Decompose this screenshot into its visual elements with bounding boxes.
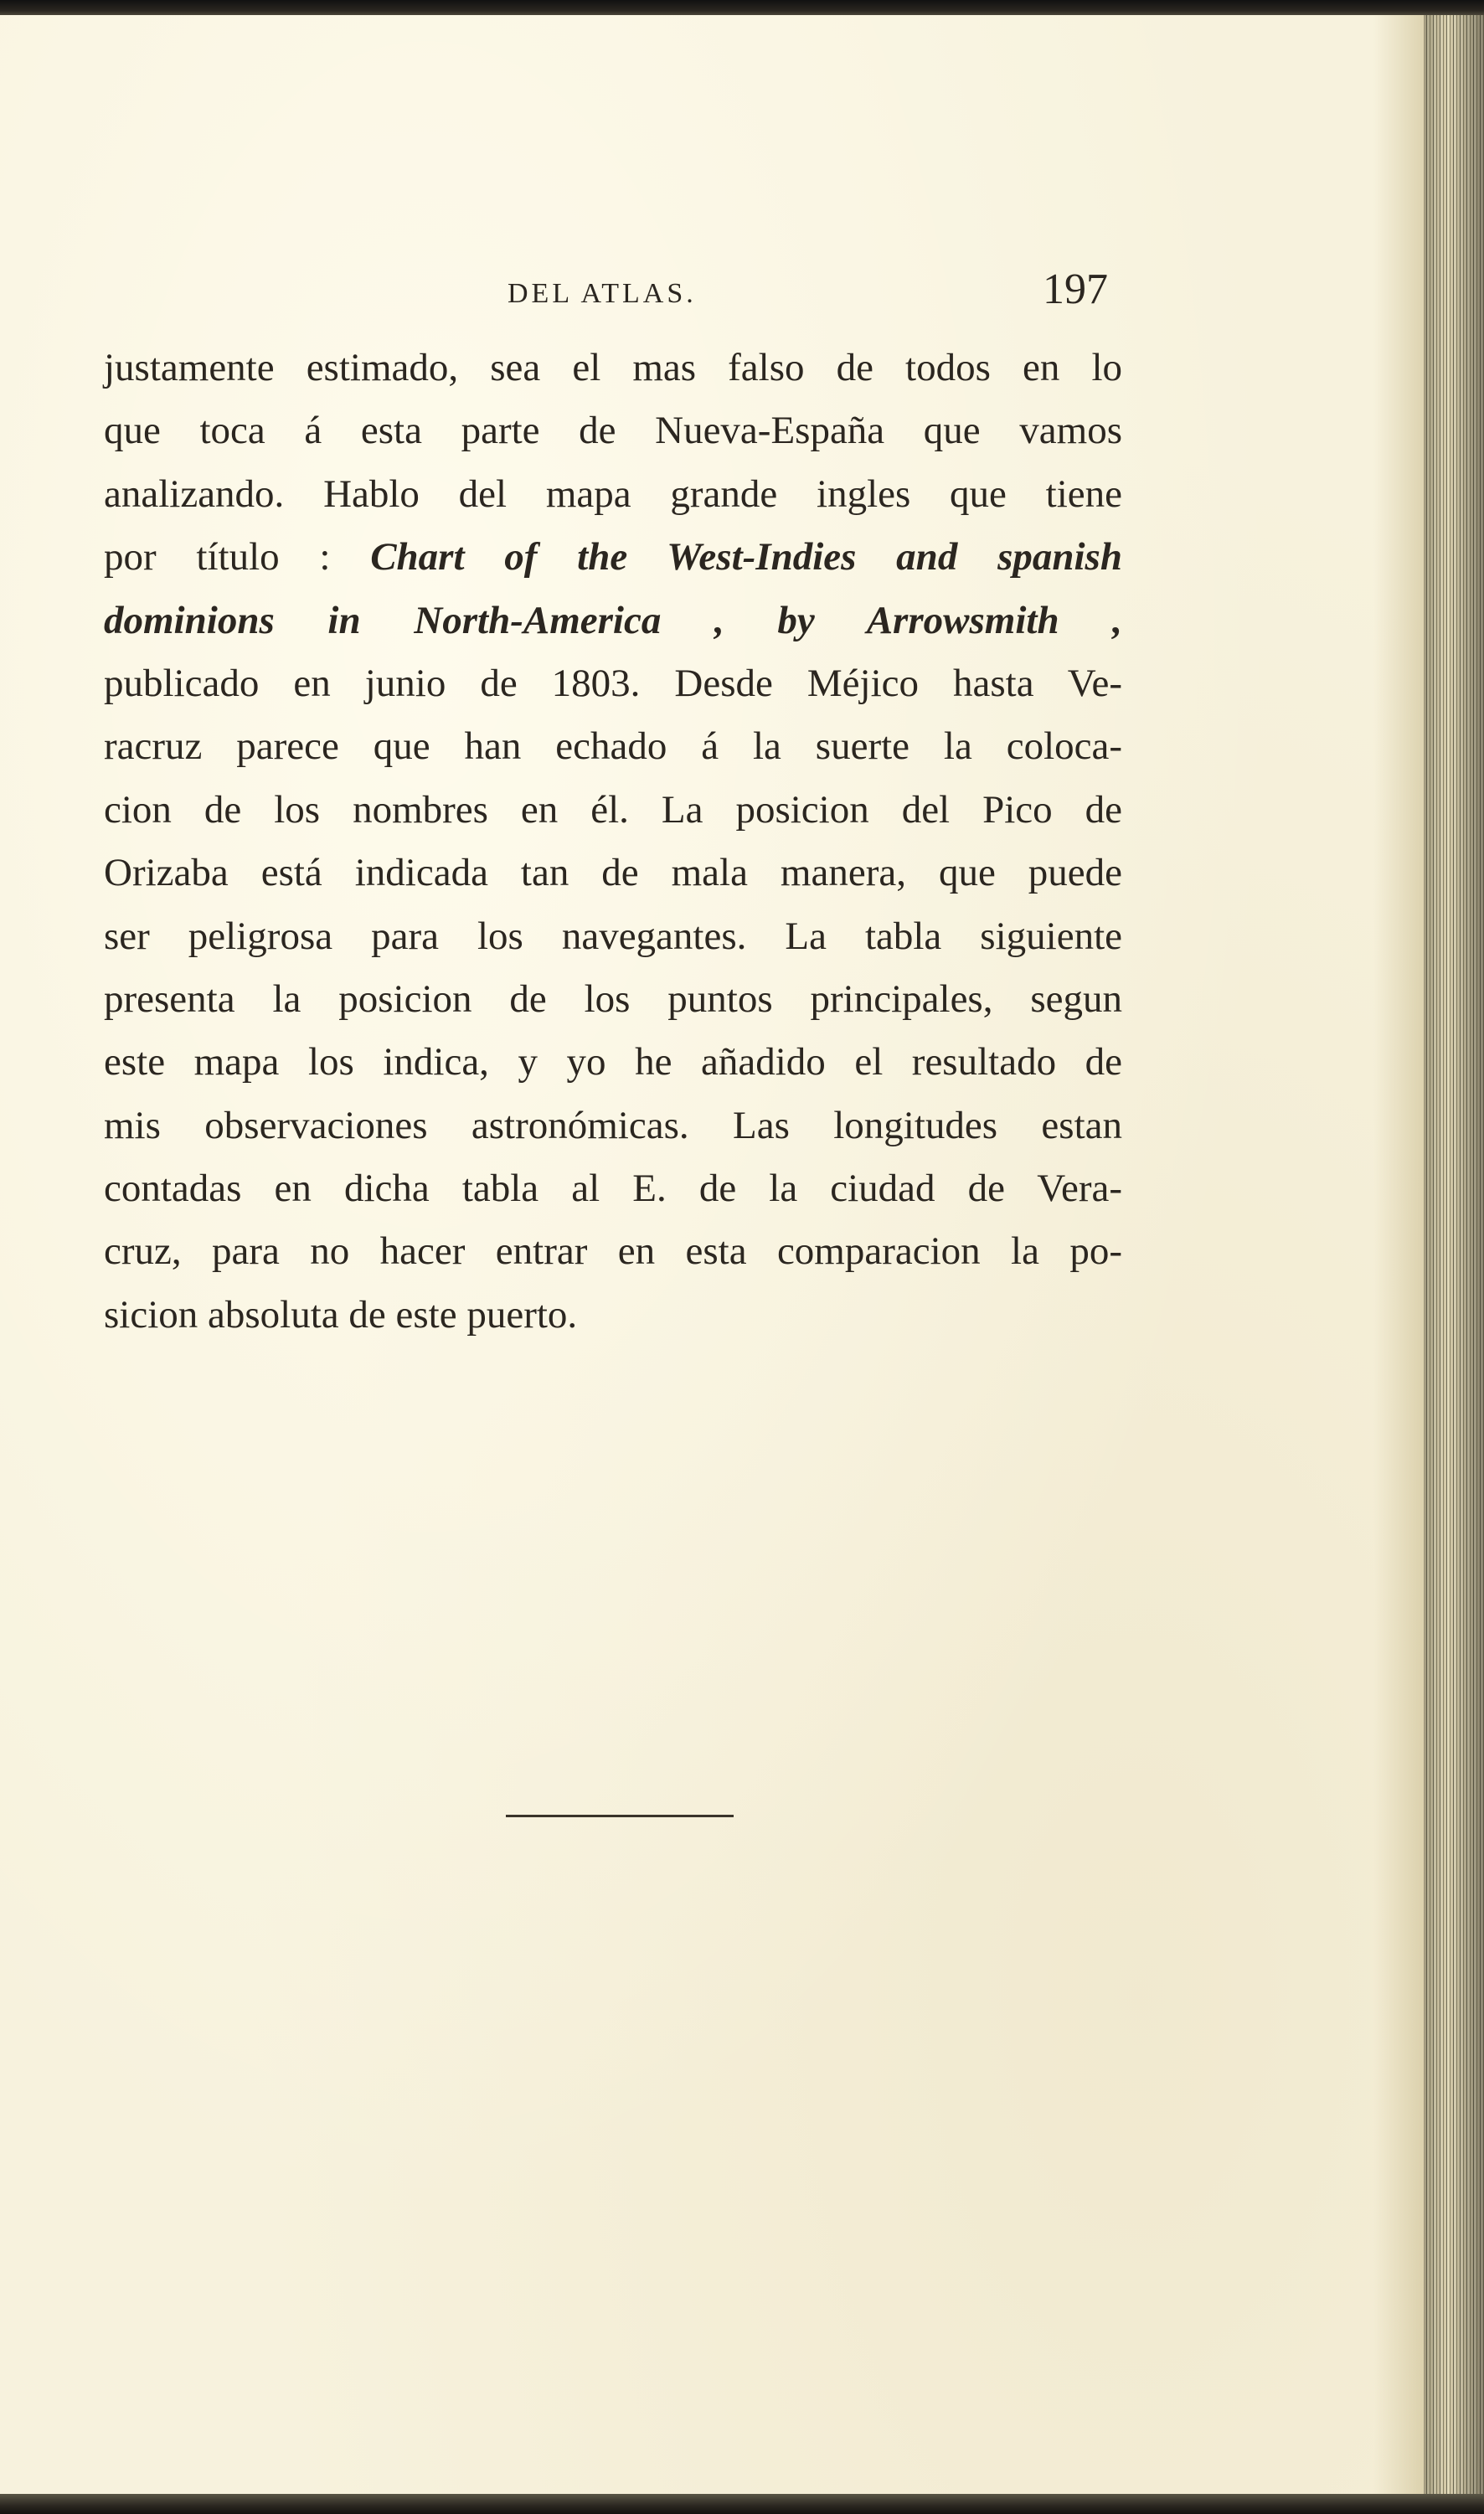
text-line: por título : Chart of the West-Indies and spanish <box>104 535 1122 580</box>
section-divider-rule <box>506 1815 734 1817</box>
page-header <box>0 258 1424 325</box>
text-line <box>104 590 1122 652</box>
page-number: 197 <box>1043 265 1108 313</box>
text-line: sicion absoluta de este puerto. <box>104 1292 578 1337</box>
text-line: mis observaciones astronómicas. Las longitudes estan <box>104 1103 1122 1147</box>
page-edges-shade <box>1424 15 1484 2494</box>
text-line: cion de los nombres en él. La posicion del Pico de <box>104 787 1122 832</box>
text-line: cruz, para no hacer entrar en esta comparacion la po- <box>104 1229 1122 1274</box>
body-text <box>104 337 1122 1347</box>
map-title-italic: dominions in North-America , by Arrowsmith , <box>104 598 1122 642</box>
text-line: presenta la posicion de los puntos principales, segun <box>104 976 1122 1021</box>
text-line: este mapa los indica, y yo he añadido el resultado de <box>104 1040 1122 1084</box>
text-line: contadas en dicha tabla al E. de la ciudad de Vera- <box>104 1167 1122 1211</box>
running-head: DEL ATLAS. <box>508 278 697 309</box>
text-line: racruz parece que han echado á la suerte la coloca- <box>104 724 1122 769</box>
text-line: Orizaba está indicada tan de mala manera, que puede <box>104 851 1122 895</box>
text-line: analizando. Hablo del mapa grande ingles que tiene <box>104 471 1122 516</box>
book-bottom-edge <box>0 2494 1484 2514</box>
text-line: publicado en junio de 1803. Desde Méjico hasta Ve- <box>104 661 1122 705</box>
page-gutter-shadow <box>1373 15 1424 2494</box>
book-top-edge <box>0 0 1484 15</box>
text-line: justamente estimado, sea el mas falso de todos en lo <box>104 346 1122 389</box>
book-page <box>0 15 1424 2494</box>
text-line: ser peligrosa para los navegantes. La tabla siguiente <box>104 914 1122 958</box>
text-line: que toca á esta parte de Nueva-España que vamos <box>104 409 1122 453</box>
map-title-italic: Chart of the West-Indies and spanish <box>370 535 1122 580</box>
